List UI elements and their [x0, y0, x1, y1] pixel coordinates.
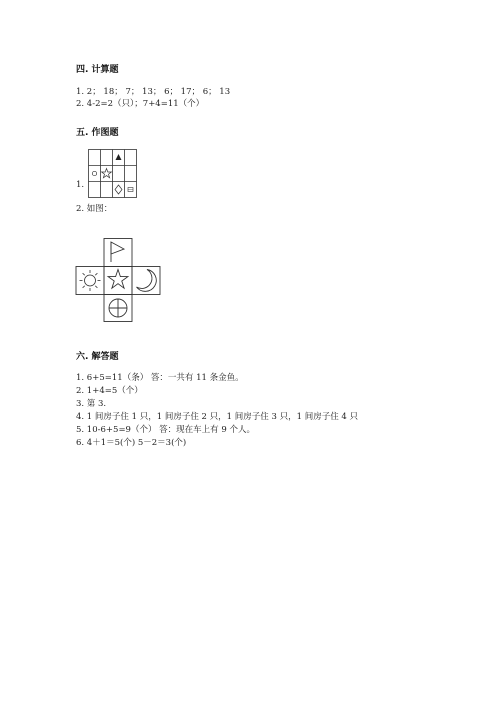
- section4-line-1: 1. 2； 18； 7； 13； 6； 17； 6； 13: [76, 87, 231, 97]
- section5-item1-label: 1.: [76, 180, 85, 190]
- star-icon: [102, 169, 112, 178]
- section6-heading: 六. 解答题: [76, 352, 119, 362]
- shape-grid: [88, 149, 138, 199]
- section4-heading: 四. 计算题: [76, 65, 119, 75]
- section6-line-5: 5. 10-6+5=9（个） 答：现在车上有 9 个人。: [76, 425, 255, 435]
- circle-cross-icon: [109, 299, 127, 317]
- section5-heading: 五. 作图题: [76, 128, 119, 138]
- section5-item2-label: 2. 如图：: [76, 204, 113, 214]
- circle-icon: [92, 171, 96, 175]
- star-icon: [108, 270, 128, 289]
- flag-icon: [111, 242, 124, 262]
- diamond-icon: [115, 185, 122, 194]
- triangle-icon: [116, 154, 122, 160]
- section6-line-2: 2. 1+4=5（个）: [76, 386, 143, 396]
- moon-icon: [137, 270, 157, 292]
- sun-icon: [80, 270, 101, 291]
- section6-line-4: 4. 1 间房子住 1 只，1 间房子住 2 只，1 间房子住 3 只，1 间房子住 4 只: [76, 412, 359, 422]
- section6-line-3: 3. 第 3.: [76, 399, 107, 409]
- cube-net: [74, 238, 164, 322]
- section6-line-6: 6. 4＋1＝5(个) 5－2＝3(个): [76, 438, 187, 448]
- section4-line-2: 2. 4-2=2（只）；7+4=11（个）: [76, 99, 205, 109]
- section6-line-1: 1. 6+5=11（条） 答：一共有 11 条金鱼。: [76, 373, 244, 383]
- rectangle-icon: [128, 188, 133, 192]
